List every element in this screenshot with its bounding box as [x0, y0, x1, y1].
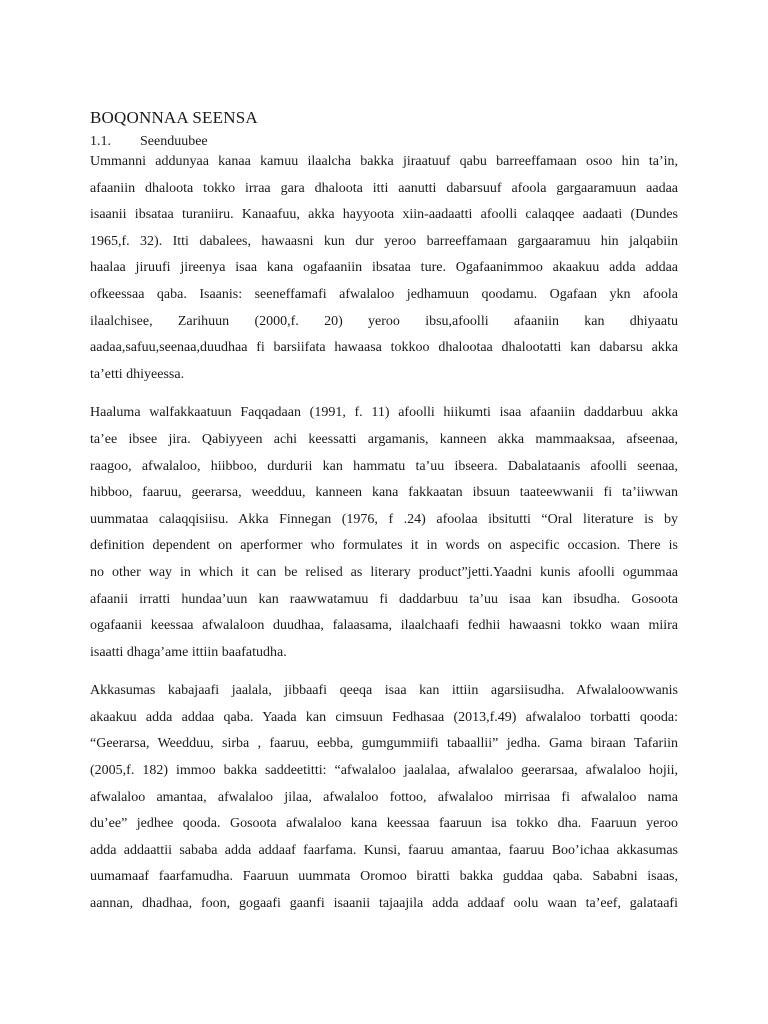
text-line: aannan, dhadhaa, foon, gogaafi gaanfi isaanii tajaajila adda addaaf oolu waan ta’eef, galataafi — [90, 896, 678, 912]
text-line: afaanii irratti hundaa’uun kan raawwatamuu fi daddarbuu ta’uu isaa kan ibsudha. Gosoota — [90, 591, 678, 607]
text-line: Ummanni addunyaa kanaa kamuu ilaalcha bakka jiraatuuf qabu barreeffamaan osoo hin ta’in, — [90, 154, 678, 169]
text-line: Akkasumas kabajaafi jaalala, jibbaafi qeeqa isaa kan ittiin agarsiisudha. Afwalaloowwanis — [90, 683, 678, 699]
text-line: aadaa,safuu,seenaa,duudhaa fi barsiifata hawaasa tokkoo dhalootaa dhalootatti kan dabarsu akka — [90, 340, 678, 356]
paragraph-1 — [90, 149, 678, 388]
text-line: uumamaaf faarfamudha. Faaruun uummata Oromoo biratti bakka guddaa qaba. Sababni isaas, — [90, 869, 678, 885]
section-title: Seenduubee — [140, 134, 208, 149]
text-line: Haaluma walfakkaatuun Faqqadaan (1991, f. 11) afoolli hiikumti isaa afaaniin daddarbuu akka — [90, 405, 678, 421]
text-line: du’ee” jedhee qooda. Gosoota afwalaloo kana keessaa faaruun isa tokko dha. Faaruun yeroo — [90, 816, 678, 832]
text-line: isaanii ibsataa turaniiru. Kanaafuu, akka hayyoota xiin-aadaatti afoolli calaqqee aadaati (Dundes — [90, 207, 678, 223]
text-line: afwalaloo amantaa, afwalaloo jilaa, afwalaloo fottoo, afwalaloo mirrisaa fi afwalaloo nama — [90, 789, 678, 805]
section-number: 1.1. — [90, 134, 111, 149]
chapter-title: BOQONNAA SEENSA — [90, 108, 258, 127]
text-line: isaatti dhaga’ame ittiin baafatudha. — [90, 644, 287, 660]
text-line: raagoo, afwalaloo, hiibboo, durdurii kan hammatu ta’uu ibseera. Dabalataanis afoolli seenaa, — [90, 458, 678, 474]
text-line: uummataa calaqqisiisu. Akka Finnegan (1976, f .24) afoolaa ibsitutti “Oral literature is by — [90, 511, 678, 527]
text-line: 1965,f. 32). Itti dabalees, hawaasni kun dur yeroo barreeffamaan gargaaramuu hin jalqabiin — [90, 233, 678, 249]
text-line: afaaniin dhaloota tokko irraa gara dhaloota itti aanutti dabarsuuf afoola gargaaramuun aadaa — [90, 180, 678, 196]
text-line: ogafaanii keessaa afwalaloon duudhaa, falaasama, ilaalchaafi fedhii hawaasni tokko waan miira — [90, 618, 678, 634]
document-page — [90, 108, 678, 918]
text-line: no other way in which it can be relised as literary product”jetti.Yaadni kunis afoolli ogummaa — [90, 564, 678, 580]
text-line: ta’etti dhiyeessa. — [90, 366, 185, 382]
text-line: “Geerarsa, Weedduu, sirba , faaruu, eebba, gumgummiifi tabaallii” jedha. Gama biraan Tafariin — [90, 736, 678, 752]
text-line: hibboo, faaruu, geerarsa, weedduu, kanneen kana fakkaatan ibsuun taateewwanii fi ta’iiwwan — [90, 485, 678, 501]
text-line: definition dependent on aperformer who formulates it in words on aspecific occasion. There is — [90, 538, 678, 554]
text-line: adda addaattii sababa adda addaaf faarfama. Kunsi, faaruu amantaa, faaruu Boo’ichaa akkasumas — [90, 842, 678, 858]
text-line: ilaalchisee, Zarihuun (2000,f. 20) yeroo ibsu,afoolli afaaniin kan dhiyaatu — [90, 313, 678, 329]
paragraph-2 — [90, 400, 678, 666]
text-line: ofkeessaa qaba. Isaanis: seeneffamafi afwalaloo jedhamuun qoodamu. Ogafaan ykn afoola — [90, 286, 678, 302]
text-line: akaakuu adda addaa qaba. Yaada kan cimsuun Fedhasaa (2013,f.49) afwalaloo torbatti qooda: — [90, 709, 678, 725]
paragraph-3 — [90, 678, 678, 917]
text-line: haalaa jiruufi jireenya isaa kana ogafaaniin ibsataa ture. Ogafaanimmoo akaakuu adda addaa — [90, 260, 678, 276]
text-line: ta’ee ibsee jira. Qabiyyeen achi keessatti argamanis, kanneen akka mammaaksaa, afseenaa, — [90, 431, 678, 447]
text-line: (2005,f. 182) immoo bakka saddeetitti: “afwalaloo jaalalaa, afwalaloo geerarsaa, afwalaloo hojii, — [90, 763, 678, 779]
